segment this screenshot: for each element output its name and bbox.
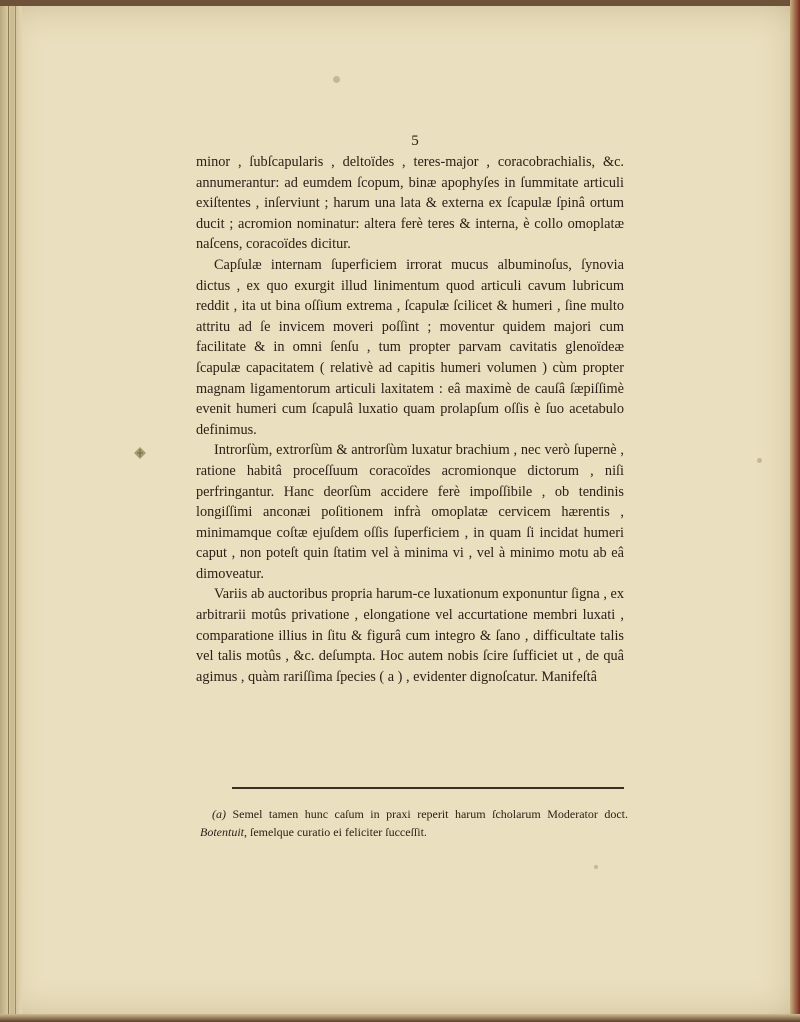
- paper-stain: [333, 76, 340, 83]
- footnote-mark: (a): [212, 807, 226, 821]
- paragraph-2: Capſulæ internam ſuperficiem irrorat mucus albuminoſus, ſynovia dictus , ex quo exurgit illud linimentum quod articuli cavum lubricum reddit , ita ut bina oſſium extrema , ſcapulæ ſcilicet & humeri , ſine multo attritu ad ſe invicem moveri poſſint ; moventur quidem majori cum facilitate & in omni ſenſu , tum propter parvam cavitatis glenoïdeæ ſcapulæ capacitatem ( relativè ad capitis humeri volumen ) cùm propter magnam ligamentorum articuli laxitatem : eâ maximè de cauſâ ſæpiſſimè evenit humeri cum ſcapulâ luxatio quam prolapſum oſſis è ſuo acetabulo definimus.: [196, 256, 624, 438]
- page-number: 5: [411, 133, 419, 149]
- footnote-text: Semel tamen hunc caſum in praxi reperit harum ſcholarum Moderator doct.: [232, 807, 628, 821]
- paper-stain: [757, 458, 762, 463]
- page-top-edge: [0, 0, 800, 6]
- paragraph-1: minor , ſubſcapularis , deltoïdes , teres-major , coracobrachialis, &c. annumerantur: ad eumdem ſcopum, binæ apophyſes in ſummitate articuli exiſtentes , inſerviunt ; harum una lata & externa ex ſcapulæ ſpinâ ortum ducit ; acromion nominatur: altera ferè teres & interna, è collo omoplatæ naſcens, coracoïdes dicitur.: [196, 154, 624, 253]
- footnote-text-end: , ſemelque curatio ei feliciter ſucceſſit.: [244, 825, 427, 839]
- footnote-rule: [232, 787, 624, 789]
- footnote: [200, 805, 628, 841]
- paragraph-4: Variis ab auctoribus propria harum-ce luxationum exponuntur ſigna , ex arbitrarii motûs privatione , elongatione vel accurtatione membri luxati , comparatione illius in ſitu & figurâ cum integro & ſano , difficultate talis vel talis motûs , &c. deſumpta. Hoc autem nobis ſcire ſufficiet ut , de quâ agimus , quàm rariſſima ſpecies ( a ) , evidenter dignoſcatur. Manifeſtâ: [196, 586, 624, 685]
- gutter-line: [8, 0, 9, 1022]
- paper-stain: [594, 865, 598, 869]
- leaf-stain-icon: [132, 445, 148, 461]
- page-bottom-edge: [0, 1014, 800, 1022]
- main-text: [196, 152, 624, 687]
- page-gutter: [0, 0, 22, 1022]
- page-right-edge: [790, 0, 800, 1022]
- paragraph-3: Introrſùm, extrorſùm & antrorſùm luxatur brachium , nec verò ſupernè , ratione habitâ proceſſuum coracoïdes acromionque dictorum , niſi perfringantur. Hanc deorſùm accidere ferè impoſſibile , ob tendinis longiſſimi anconæi poſitionem infrà omoplatæ cervicem hærentis , minimamque coſtæ ejuſdem oſſis ſuperficiem , in quam ſi incidat humeri caput , non poteſt quin ſtatim vel à minima vi , vel à minimo motu ab eâ dimoveatur.: [196, 442, 624, 582]
- footnote-name: Botentuit: [200, 825, 244, 839]
- gutter-line: [15, 0, 16, 1022]
